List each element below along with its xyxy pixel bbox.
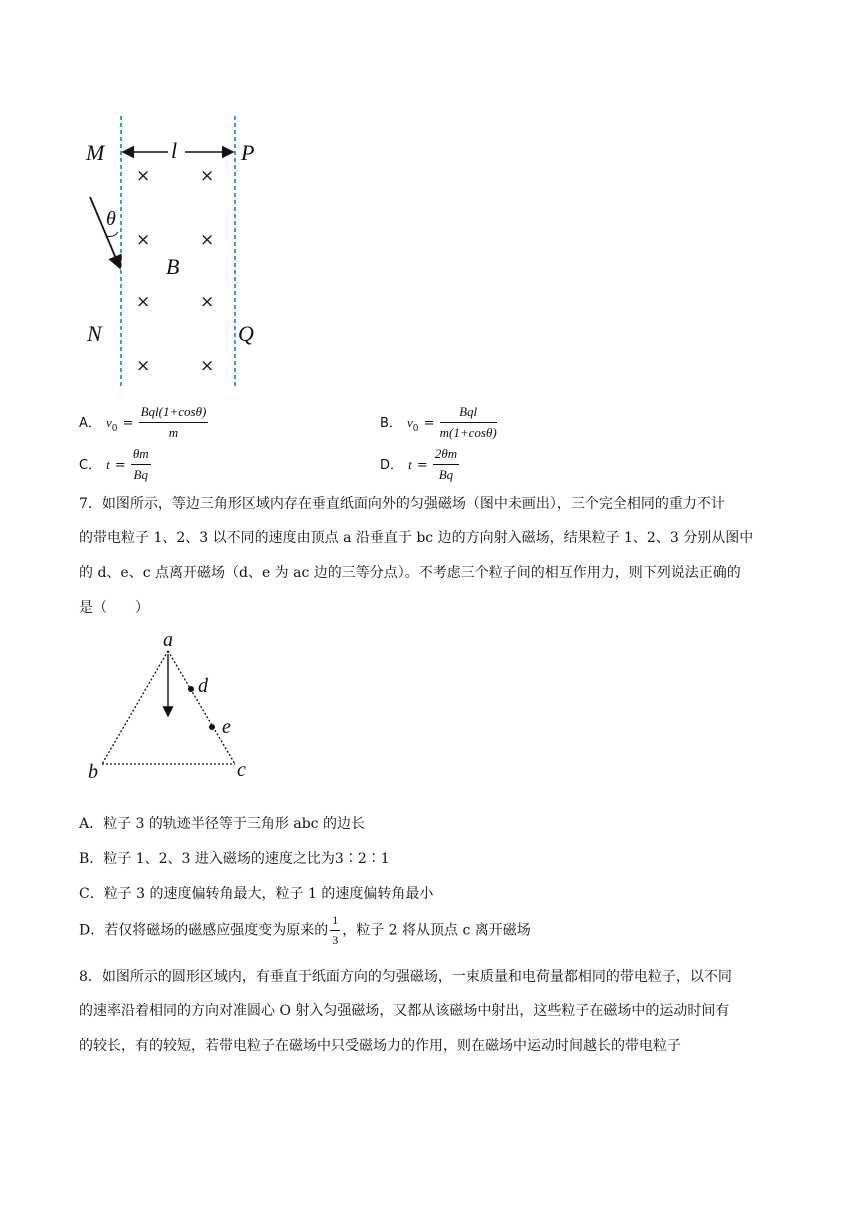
label-d: d <box>198 675 208 697</box>
triangle-side-ac <box>168 651 235 764</box>
theta-arc <box>106 232 118 237</box>
label-b: b <box>88 761 98 783</box>
label-M: M <box>86 140 105 165</box>
label-N: N <box>87 321 102 346</box>
figure-magnetic-strip <box>70 110 290 390</box>
fraction: $\frac{\theta m}{Bq}$ <box>132 446 149 482</box>
q6-option-d: D． t = $\frac{2\theta m}{Bq}$ <box>380 446 458 482</box>
q7-text-line-1: 7．如图所示，等边三角形区域内存在垂直纸面向外的匀强磁场（图中未画出），三个完全相同的重力不计 <box>79 496 725 512</box>
q7-option-c: C．粒子 3 的速度偏转角最大，粒子 1 的速度偏转角最小 <box>79 886 434 902</box>
field-cross: × <box>200 356 215 376</box>
q7-text-line-4: 是（ ） <box>79 600 149 616</box>
field-cross: × <box>200 166 215 186</box>
point-e <box>209 724 215 730</box>
label-a: a <box>163 629 173 651</box>
fraction: $\frac{\text{Bql}}{m(1+\cos\theta)}$ <box>439 404 497 440</box>
fraction: $\frac{1}{3}$ <box>332 913 339 947</box>
label-e: e <box>222 716 231 738</box>
label-P: P <box>241 140 255 165</box>
q7-option-b: B．粒子 1、2、3 进入磁场的速度之比为3∶2∶1 <box>79 851 390 867</box>
q7-text-line-3: 的 d、e、c 点离开磁场（d、e 为 ac 边的三等分点）。不考虑三个粒子间的相互作用力，则下列说法正确的 <box>79 565 741 581</box>
triangle-side-ab <box>102 651 168 764</box>
q8-text-line-1: 8．如图所示的圆形区域内，有垂直于纸面方向的匀强磁场，一束质量和电荷量都相同的带电粒子，以不同 <box>79 969 732 985</box>
q7-option-a: A．粒子 3 的轨迹半径等于三角形 abc 的边长 <box>79 816 365 832</box>
q7-text-line-2: 的带电粒子 1、2、3 以不同的速度由顶点 a 沿垂直于 bc 边的方向射入磁场，结果粒子 1、2、3 分别从图中 <box>79 530 754 546</box>
field-cross: × <box>136 356 151 376</box>
fraction: $\frac{\text{Bql(1+cosθ)}}{m}$ <box>140 404 207 440</box>
field-cross: × <box>136 230 151 250</box>
field-cross: × <box>200 230 215 250</box>
point-d <box>188 686 194 692</box>
label-l: l <box>171 138 178 163</box>
field-cross: × <box>136 166 151 186</box>
field-cross: × <box>200 292 215 312</box>
label-c: c <box>237 759 246 781</box>
q7-option-d: D．若仅将磁场的磁感应强度变为原来的 $\frac{1}{3}$ ，粒子 2 将从顶点 c 离开磁场 <box>79 913 531 947</box>
q6-option-a: A． $v_0$ = $\frac{\text{Bql(1+cosθ)}}{m}$ <box>79 404 207 440</box>
q8-text-line-2: 的速率沿着相同的方向对准圆心 O 射入匀强磁场，又都从该磁场中射出，这些粒子在磁场中的运动时间有 <box>79 1003 730 1019</box>
field-cross: × <box>136 292 151 312</box>
figure-triangle <box>80 630 270 790</box>
fraction: $\frac{2\theta m}{Bq}$ <box>434 446 458 482</box>
q8-text-line-3: 的较长，有的较短，若带电粒子在磁场中只受磁场力的作用，则在磁场中运动时间越长的带电粒子 <box>79 1038 681 1054</box>
q6-option-b: B． $v_0$ = $\frac{\text{Bql}}{m(1+\cos\theta)}$ <box>380 404 497 440</box>
label-B: B <box>166 254 180 279</box>
q6-option-c: C． t = $\frac{\theta m}{Bq}$ <box>79 446 149 482</box>
label-theta: θ <box>106 208 116 230</box>
label-Q: Q <box>238 321 254 346</box>
